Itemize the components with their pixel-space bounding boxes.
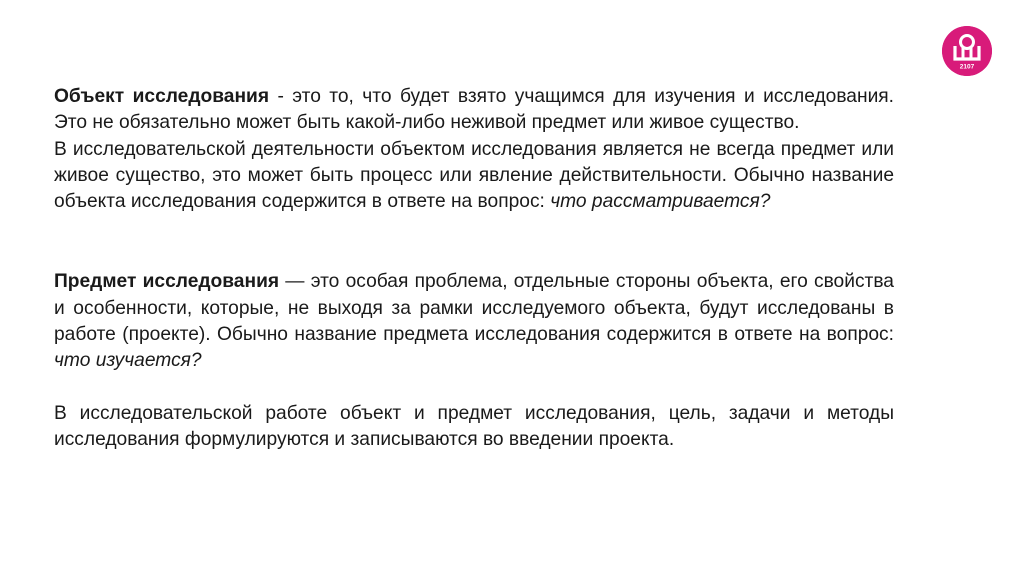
object-question: что рассматривается? [550, 191, 771, 213]
subject-definition-paragraph [54, 269, 894, 374]
school-logo-graphic [942, 26, 992, 76]
spacer [54, 215, 894, 269]
spacer [54, 375, 894, 401]
object-definition-paragraph [54, 84, 894, 137]
object-definition: - это то, что будет взято учащимся для изучения и исследования. Это не обязательно может быть какой-либо неживой предмет или живое существо. [54, 86, 895, 134]
subject-question: что изучается? [54, 350, 202, 372]
subject-definition: — это особая проблема, отдельные стороны объекта, его свойства и особенности, которые, не выходя за рамки исследуемого объекта, будут исследованы в работе (проекте). Обычно название предмета исследования содержится в ответе на вопрос: [54, 271, 894, 346]
school-logo-icon [942, 26, 992, 76]
slide-content [54, 84, 894, 453]
subject-term: Предмет исследования [54, 271, 280, 293]
object-detail-paragraph [54, 137, 894, 216]
summary-text: В исследовательской работе объект и предмет исследования, цель, задачи и методы исследования формулируются и записываются во введении проекта. [54, 402, 894, 450]
object-term: Объект исследования [54, 86, 270, 107]
summary-paragraph [54, 401, 894, 454]
object-detail: В исследовательской деятельности объектом исследования является не всегда предмет или живое существо, это может быть процесс или явление действительности. Обычно название объекта исследования содержится в ответе на вопрос: [54, 138, 894, 213]
logo-text: 2107 [959, 63, 975, 71]
